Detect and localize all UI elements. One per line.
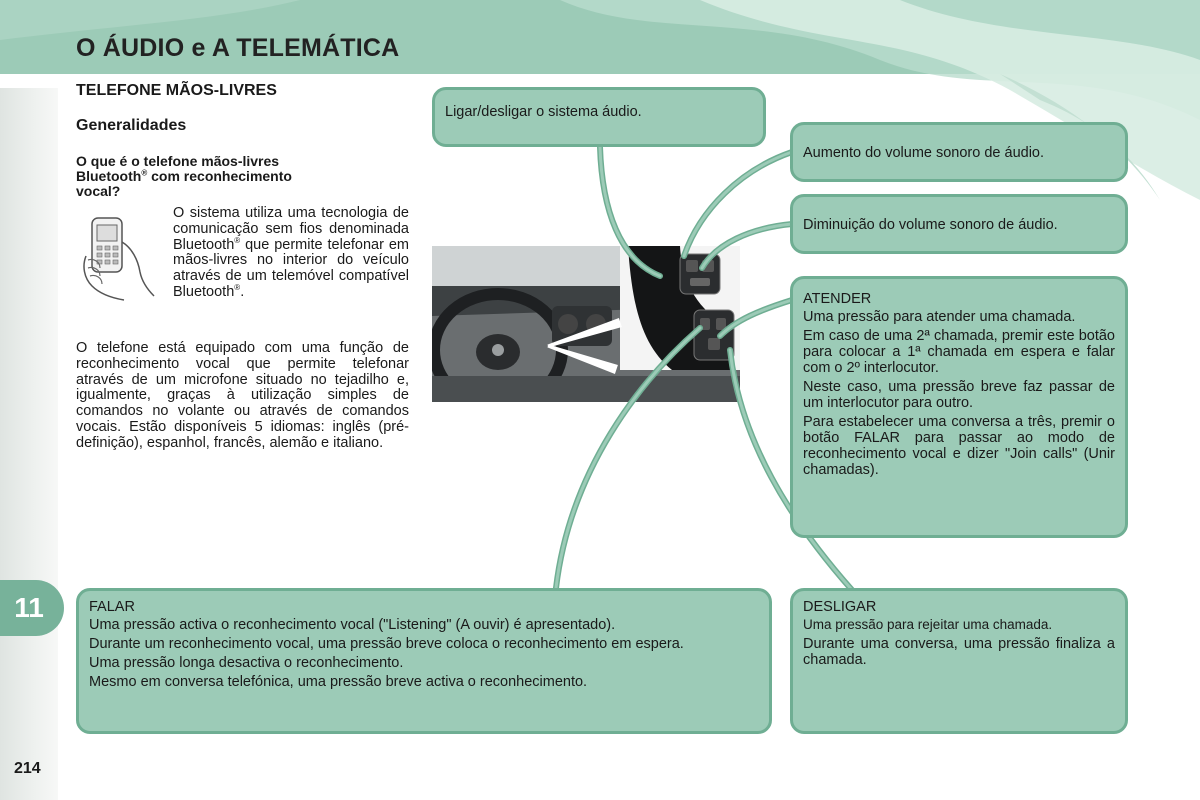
callout-power <box>432 87 766 147</box>
question-line-2a: Bluetooth <box>76 168 142 184</box>
callout-hangup-title: DESLIGAR <box>803 599 877 615</box>
question-heading <box>76 154 396 199</box>
subsection-title: Generalidades <box>76 117 187 134</box>
callout-volume-down-text: Diminuição do volume sonoro de áudio. <box>803 217 1058 233</box>
callout-talk-p1: Uma pressão activa o reconhecimento vocal ("Listening" (A ouvir) é apresentado). <box>89 617 616 633</box>
page-title: O ÁUDIO e A TELEMÁTICA <box>76 34 400 62</box>
callout-talk-p2: Durante um reconhecimento vocal, uma pressão breve coloca o reconhecimento em espera. <box>89 636 684 652</box>
registered-mark: ® <box>141 168 148 178</box>
callout-answer-p4: Para estabelecer uma conversa a três, premir o botão FALAR para passar ao modo de reconhecimento vocal e dizer "Join calls" (Unir chamadas). <box>803 414 1115 478</box>
callout-answer <box>790 276 1128 538</box>
callout-answer-p2: Em caso de uma 2ª chamada, premir este botão para colocar a 1ª chamada em espera e falar com o 2º interlocutor. <box>803 328 1115 376</box>
intro-paragraph <box>173 206 409 301</box>
callout-volume-up <box>790 122 1128 182</box>
chapter-tab: 11 <box>0 580 64 636</box>
intro-text-1: O sistema utiliza uma tecnologia de comunicação sem fios denominada Bluetooth <box>173 205 409 253</box>
sidebar <box>0 88 58 800</box>
callout-talk-p4: Mesmo em conversa telefónica, uma pressão breve activa o reconhecimento. <box>89 674 588 690</box>
callout-hangup-p1: Uma pressão para rejeitar uma chamada. <box>803 617 1053 632</box>
callout-hangup <box>790 588 1128 734</box>
body-paragraph: O telefone está equipado com uma função de reconhecimento vocal que permite telefonar através de um microfone situado no tejadilho e, igualmente, graças à utilização simples de comandos no volante ou através de comandos vocais. Estão disponíveis 5 idiomas: inglês (pré-definição), espanhol, francês, alemão e italiano. <box>76 340 409 451</box>
registered-mark: ® <box>234 235 241 245</box>
question-line-1: O que é o telefone mãos-livres <box>76 153 280 169</box>
page-number: 214 <box>14 760 41 777</box>
question-line-3: vocal? <box>76 183 121 199</box>
steering-wheel-photo <box>432 246 740 402</box>
callout-volume-down <box>790 194 1128 254</box>
callout-talk-p3: Uma pressão longa desactiva o reconhecimento. <box>89 655 404 671</box>
callout-volume-up-text: Aumento do volume sonoro de áudio. <box>803 145 1045 161</box>
callout-power-text: Ligar/desligar o sistema áudio. <box>445 104 642 120</box>
callout-talk <box>76 588 772 734</box>
callout-hangup-p2: Durante uma conversa, uma pressão finaliza a chamada. <box>803 636 1115 668</box>
callout-answer-p1: Uma pressão para atender uma chamada. <box>803 309 1076 325</box>
phone-in-hand-illustration <box>78 212 158 304</box>
callout-answer-p3: Neste caso, uma pressão breve faz passar de um interlocutor para outro. <box>803 379 1115 411</box>
registered-mark: ® <box>234 283 241 293</box>
intro-text-3: . <box>240 283 245 300</box>
callout-answer-title: ATENDER <box>803 291 872 307</box>
question-line-2b: com reconhecimento <box>147 168 292 184</box>
intro-text-2: que permite telefonar em mãos-livres no interior do veículo através de um telemóvel compatível Bluetooth <box>173 236 409 300</box>
section-title: TELEFONE MÃOS-LIVRES <box>76 82 277 99</box>
callout-talk-title: FALAR <box>89 599 135 615</box>
